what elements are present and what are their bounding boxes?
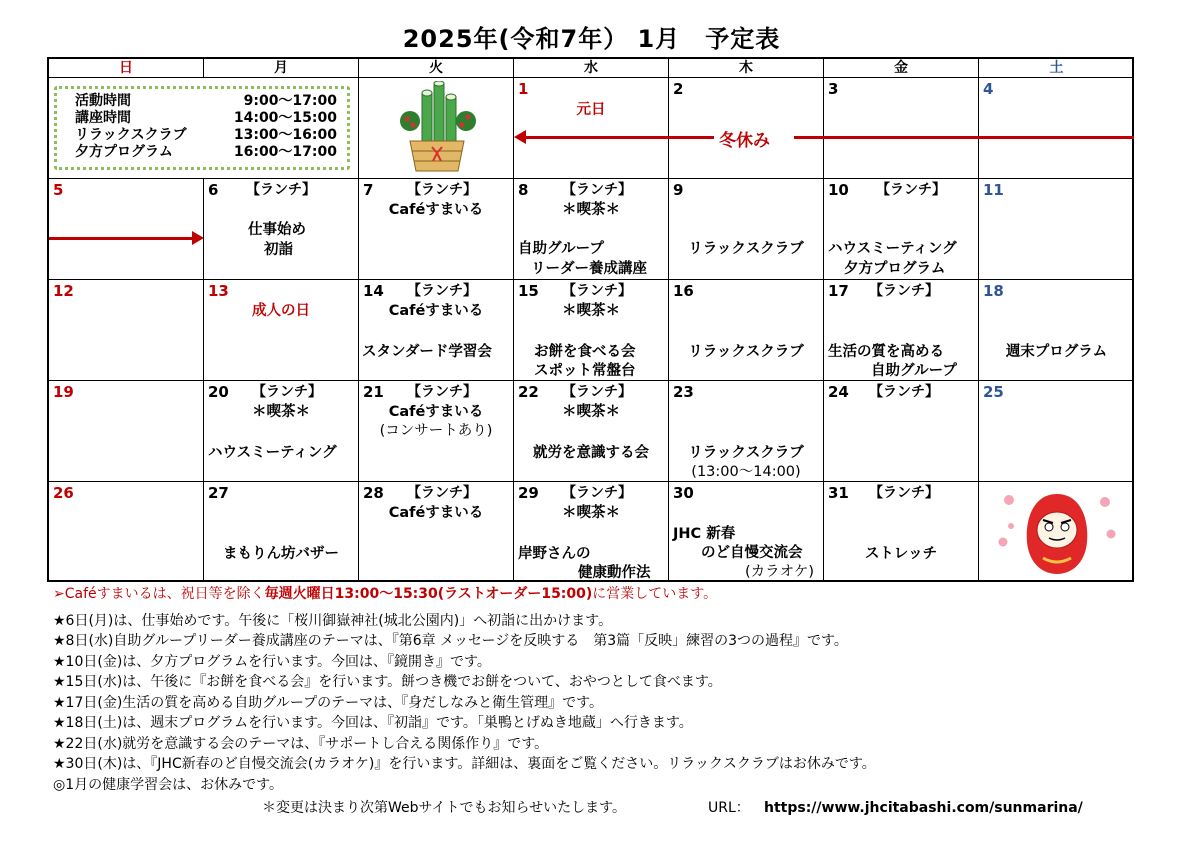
event-line: ストレッチ	[864, 546, 938, 562]
day-number: 29	[518, 484, 539, 502]
info-row: リラックスクラブ 13:00～16:00	[75, 127, 337, 143]
event-line: JHC 新春	[673, 526, 736, 542]
arrow-left-head-icon	[514, 130, 526, 144]
website-link[interactable]: https://www.jhcitabashi.com/sunmarina/	[764, 800, 1083, 816]
event-line: ＊喫茶＊	[562, 303, 620, 319]
event-line: 週末プログラム	[1005, 344, 1108, 360]
event-line: (カラオケ)	[745, 564, 815, 580]
lunch-tag: 【ランチ】	[562, 485, 632, 501]
event-line: Caféすまいる	[388, 505, 484, 521]
weekday-thu: 木	[669, 59, 824, 78]
day-cell-19	[49, 381, 204, 482]
weekday-sun: 日	[49, 59, 204, 78]
event-line: 夕方プログラム	[844, 261, 946, 277]
day-cell-17	[824, 280, 979, 381]
event-line: リラックスクラブ	[688, 344, 804, 360]
event-line: Caféすまいる	[388, 303, 484, 319]
day-cell-18	[979, 280, 1134, 381]
day-cell-8	[514, 179, 669, 280]
lunch-tag: 【ランチ】	[407, 182, 477, 198]
day-number: 7	[363, 181, 374, 199]
day-number: 31	[828, 484, 849, 502]
day-number: 23	[673, 383, 694, 401]
event-line: (13:00～14:00)	[691, 464, 801, 480]
event-line: 自助グループ	[518, 241, 604, 257]
winter-break-arrow-right	[794, 136, 1134, 139]
weekday-mon: 月	[204, 59, 359, 78]
event-line: 岸野さんの	[518, 546, 591, 562]
event-line: ＊喫茶＊	[252, 404, 310, 420]
event-line: まもりん坊バザー	[223, 546, 339, 562]
day-number: 16	[673, 282, 694, 300]
day-number: 10	[828, 181, 849, 199]
event-line: ＊喫茶＊	[562, 404, 620, 420]
daruma-illustration	[987, 486, 1127, 578]
day-number: 20	[208, 383, 229, 401]
day-number: 9	[673, 181, 684, 199]
day-cell-16	[669, 280, 824, 381]
event-line: ＊喫茶＊	[562, 505, 620, 521]
day-cell-28	[359, 482, 514, 582]
lunch-tag: 【ランチ】	[869, 384, 939, 400]
info-cell	[49, 78, 359, 179]
event-line: リーダー養成講座	[531, 261, 647, 277]
event-line: Caféすまいる	[388, 404, 484, 420]
day-number: 6	[208, 181, 219, 199]
winter-break-arrow-end	[49, 237, 192, 240]
page-title: 2025年(令和7年） 1月 予定表	[402, 25, 781, 53]
kadomatsu-cell	[359, 78, 514, 179]
event-line: ＊喫茶＊	[562, 202, 620, 218]
lunch-tag: 【ランチ】	[407, 485, 477, 501]
info-row: 講座時間 14:00～15:00	[75, 110, 337, 126]
event-line: ハウスミーティング	[828, 241, 957, 257]
note-item: ★6日(月)は、仕事始めです。午後に「桜川御嶽神社(城北公園内)」へ初詣に出かけます。	[53, 612, 613, 629]
day-cell-29	[514, 482, 669, 582]
winter-break-arrow-left	[524, 136, 714, 139]
day-cell-4	[979, 78, 1134, 179]
weekday-sat: 土	[979, 59, 1134, 78]
day-cell-22	[514, 381, 669, 482]
day-number: 22	[518, 383, 539, 401]
lunch-tag: 【ランチ】	[869, 283, 939, 299]
arrow-right-head-icon	[192, 231, 204, 245]
day-number: 2	[673, 80, 684, 98]
lunch-tag: 【ランチ】	[246, 182, 316, 198]
day-cell-23	[669, 381, 824, 482]
day-cell-11	[979, 179, 1134, 280]
day-cell-30	[669, 482, 824, 582]
cafe-note: ➢Caféすまいるは、祝日等を除く毎週火曜日13:00～15:30(ラストオーダー15:00)に営業しています。	[53, 586, 718, 602]
notes-section	[53, 584, 1143, 795]
weekday-tue: 火	[359, 59, 514, 78]
day-cell-7	[359, 179, 514, 280]
day-number: 8	[518, 181, 529, 199]
day-number: 3	[828, 80, 839, 98]
day-number: 17	[828, 282, 849, 300]
event-line: のど自慢交流会	[701, 545, 803, 561]
event-line: 初詣	[264, 242, 293, 258]
day-number: 15	[518, 282, 539, 300]
change-note: ＊変更は決まり次第Webサイトでもお知らせいたします。	[262, 800, 627, 816]
event-line: Caféすまいる	[388, 202, 484, 218]
day-cell-31	[824, 482, 979, 582]
day-cell-26	[49, 482, 204, 582]
day-number: 30	[673, 484, 694, 502]
weekday-fri: 金	[824, 59, 979, 78]
event-line: (コンサートあり)	[379, 423, 493, 439]
lunch-tag: 【ランチ】	[869, 485, 939, 501]
event-line: 仕事始め	[248, 222, 306, 238]
event-line: お餅を食べる会	[534, 344, 636, 360]
note-item: ★15日(水)は、午後に『お餅を食べる会』を行います。餅つき機でお餅をついて、おやつとして食べます。	[53, 674, 722, 690]
event-line: リラックスクラブ	[688, 445, 804, 461]
info-row: 活動時間 9:00～17:00	[75, 93, 337, 109]
url-label: URL：	[708, 800, 750, 816]
event-line: リラックスクラブ	[688, 241, 804, 257]
holiday-label: 成人の日	[252, 303, 310, 319]
lunch-tag: 【ランチ】	[407, 283, 477, 299]
note-item: ★22日(水)就労を意識する会のテーマは、『サポートし合える関係作り』です。	[53, 735, 549, 752]
day-number: 1	[518, 80, 529, 98]
day-number: 14	[363, 282, 384, 300]
kadomatsu-illustration	[392, 81, 482, 175]
day-number: 24	[828, 383, 849, 401]
lunch-tag: 【ランチ】	[562, 182, 632, 198]
note-item: ★10日(金)は、夕方プログラムを行います。今回は、『鏡開き』です。	[53, 653, 491, 670]
day-cell-9	[669, 179, 824, 280]
day-cell-25	[979, 381, 1134, 482]
day-cell-3	[824, 78, 979, 179]
day-cell-27	[204, 482, 359, 582]
day-cell-14	[359, 280, 514, 381]
day-cell-15	[514, 280, 669, 381]
lunch-tag: 【ランチ】	[562, 384, 632, 400]
event-line: スタンダード学習会	[362, 344, 492, 360]
day-number: 26	[53, 484, 74, 502]
lunch-tag: 【ランチ】	[407, 384, 477, 400]
day-cell-1	[514, 78, 669, 179]
weekday-wed: 水	[514, 59, 669, 78]
event-line: 健康動作法	[578, 565, 651, 581]
day-number: 28	[363, 484, 384, 502]
day-number: 11	[983, 181, 1004, 199]
lunch-tag: 【ランチ】	[252, 384, 322, 400]
event-line: 自助グループ	[871, 363, 957, 379]
day-cell-12	[49, 280, 204, 381]
note-item: ★18日(土)は、週末プログラムを行います。今回は、『初詣』です。「巣鴨とげぬき地蔵」へ行きます。	[53, 715, 693, 731]
day-number: 27	[208, 484, 229, 502]
day-cell-20	[204, 381, 359, 482]
day-cell-21	[359, 381, 514, 482]
day-cell-5	[49, 179, 204, 280]
calendar-grid	[47, 57, 1134, 582]
holiday-label: 元日	[576, 102, 606, 118]
note-item: ★30日(木)は、『JHC新春のど自慢交流会(カラオケ)』を行います。詳細は、裏面をご覧ください。リラックスクラブはお休みです。	[53, 756, 876, 772]
day-cell-13	[204, 280, 359, 381]
note-item: ★8日(水)自助グループリーダー養成講座のテーマは、『第6章 メッセージを反映する 第3篇「反映」練習の3つの過程』です。	[53, 633, 848, 649]
day-number: 21	[363, 383, 384, 401]
day-number: 12	[53, 282, 74, 300]
lunch-tag: 【ランチ】	[562, 283, 632, 299]
event-line: 生活の質を高める	[828, 344, 944, 360]
note-item: ★17日(金)生活の質を高める自助グループのテーマは、『身だしなみと衛生管理』です。	[53, 694, 604, 711]
day-number: 25	[983, 383, 1004, 401]
event-line: スポット常盤台	[534, 363, 636, 379]
winter-break-label: 冬休み	[719, 131, 770, 151]
lunch-tag: 【ランチ】	[876, 182, 946, 198]
event-line: ハウスミーティング	[208, 445, 337, 461]
day-number: 19	[53, 383, 74, 401]
day-number: 4	[983, 80, 994, 98]
day-number: 13	[208, 282, 229, 300]
day-cell-10	[824, 179, 979, 280]
note-item: ◎1月の健康学習会は、お休みです。	[53, 776, 284, 793]
day-number: 5	[53, 181, 64, 199]
daruma-cell	[979, 482, 1134, 582]
event-line: 就労を意識する会	[533, 445, 649, 461]
day-number: 18	[983, 282, 1004, 300]
info-row: 夕方プログラム 16:00～17:00	[75, 144, 337, 160]
hours-box	[54, 86, 350, 170]
day-cell-6	[204, 179, 359, 280]
day-cell-24	[824, 381, 979, 482]
